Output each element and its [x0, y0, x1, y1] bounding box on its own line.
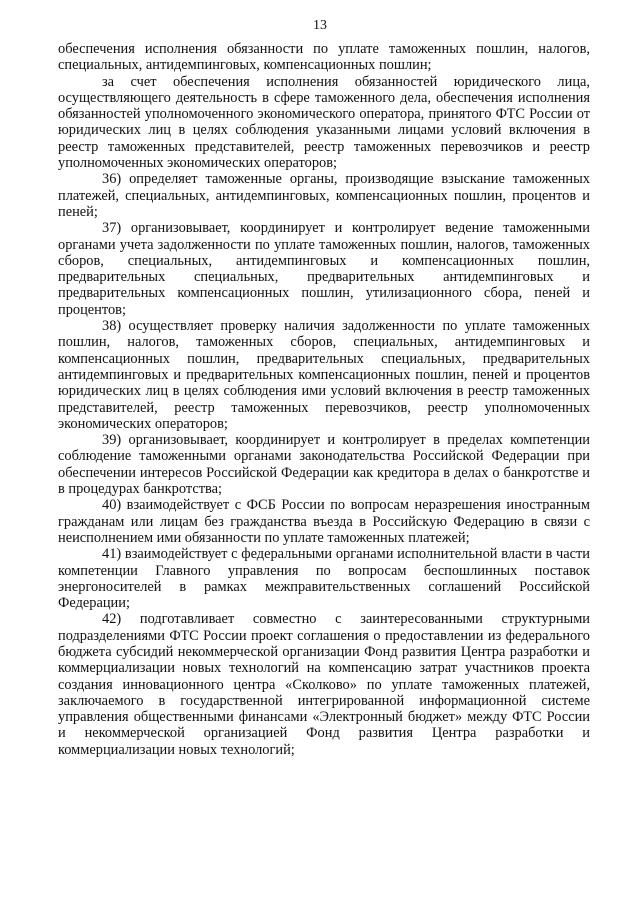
paragraph-item-40: 40) взаимодействует с ФСБ России по вопросам неразрешения иностранным гражданам или лицам без гражданства въезда в Российскую Федерацию в связи с неисполнением ими обязанности по уплате таможенных платежей; — [58, 497, 590, 546]
paragraph-item-36: 36) определяет таможенные органы, производящие взыскание таможенных платежей, специальных, антидемпинговых, компенсационных пошлин, процентов и пеней; — [58, 171, 590, 220]
paragraph-continuation: обеспечения исполнения обязанности по уплате таможенных пошлин, налогов, специальных, антидемпинговых, компенсационных пошлин; — [58, 41, 590, 74]
paragraph-item-42: 42) подготавливает совместно с заинтересованными структурными подразделениями ФТС России проект соглашения о предоставлении из федерального бюджета субсидий некоммерческой организации Фонд развития Центра разработки и коммерциализации новых технологий на компенсацию затрат участников проекта создания инновационного центра «Сколково» по уплате таможенных платежей, заключаемого в государственной интегрированной информационной системе управления общественными финансами «Электронный бюджет» между ФТС России и некоммерческой организацией Фонд развития Центра разработки и коммерциализации новых технологий; — [58, 611, 590, 758]
paragraph-item-38: 38) осуществляет проверку наличия задолженности по уплате таможенных пошлин, налогов, таможенных сборов, специальных, антидемпинговых и компенсационных пошлин, предварительных специальных, предварительных антидемпинговых и предварительных компенсационных пошлин, пеней и процентов юридических лиц в целях соблюдения ими условий включения в реестр таможенных представителей, реестр таможенных перевозчиков, реестр уполномоченных экономических операторов; — [58, 318, 590, 432]
page-number: 13 — [313, 18, 327, 33]
paragraph-item-41: 41) взаимодействует с федеральными органами исполнительной власти в части компетенции Главного управления по вопросам беспошлинных поставок энергоносителей в рамках межправительственных соглашений Российской Федерации; — [58, 546, 590, 612]
paragraph-item-39: 39) организовывает, координирует и контролирует в пределах компетенции соблюдение таможенными органами законодательства Российской Федерации при обеспечении интересов Российской Федерации как кредитора в делах о банкротстве и в процедурах банкротства; — [58, 432, 590, 498]
paragraph-subclause: за счет обеспечения исполнения обязанностей юридического лица, осуществляющего деятельность в сфере таможенного дела, обеспечения исполнения обязанностей уполномоченного экономического оператора, принятого ФТС России от юридических лиц в целях соблюдения указанными лицами условий включения в реестр таможенных представителей, реестр таможенных перевозчиков и реестр уполномоченных экономических операторов; — [58, 73, 590, 172]
paragraph-item-37: 37) организовывает, координирует и контролирует ведение таможенными органами учета задолженности по уплате таможенных пошлин, налогов, таможенных сборов, специальных, антидемпинговых и компенсационных пошлин, предварительных специальных, предварительных антидемпинговых и предварительных компенсационных пошлин, утилизационного сбора, пеней и процентов; — [58, 220, 590, 318]
document-body — [58, 41, 590, 758]
